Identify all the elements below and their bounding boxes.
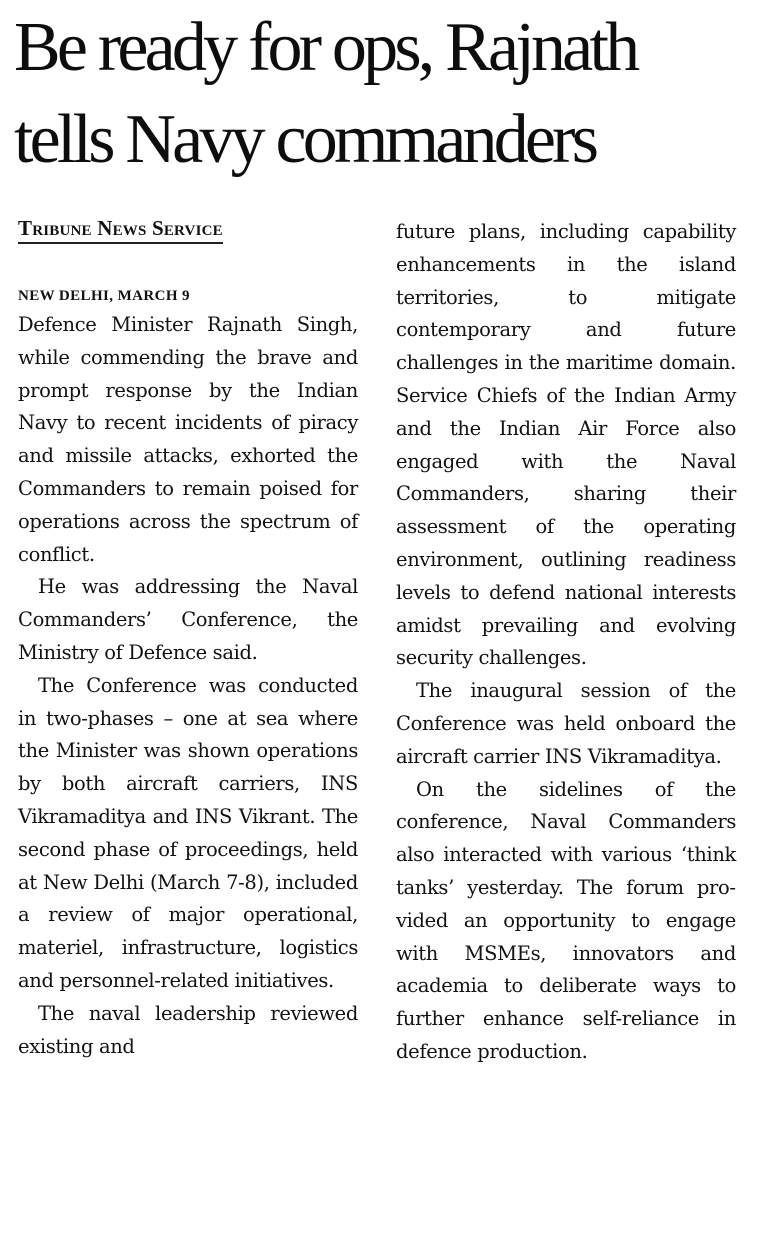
- dateline: NEW DELHI, MARCH 9: [18, 288, 190, 304]
- article-column-right: [396, 216, 736, 1069]
- byline: Tribune News Service: [18, 216, 223, 244]
- paragraph-4: The naval leadership reviewed existing and: [18, 1001, 358, 1058]
- paragraph-1: Defence Minister Rajnath Singh, while commending the brave and prompt response by the Indian Navy to recent incidents of piracy and missile attacks, exhorted the Commanders to remain poised for operations across the spectrum of conflict.: [18, 313, 358, 566]
- paragraph-2: He was addressing the Naval Commanders’ Conference, the Ministry of Defence said.: [18, 575, 358, 664]
- headline: [14, 2, 744, 186]
- paragraph-4-continued: future plans, including capability enhancements in the island territories, to mitigate contemporary and future challenges in the maritime domain. Service Chiefs of the Indian Army and the Indian Air Force also engaged with the Naval Commanders, sharing their assessment of the operating environment, outlining readiness levels to defend national interests amidst prevailing and evolving security challenges.: [396, 220, 736, 670]
- paragraph-3: The Conference was conducted in two-phases – one at sea where the Minister was shown operations by both aircraft carriers, INS Vikramaditya and INS Vikrant. The second phase of proceedings, held at New Delhi (March 7-8), included a review of major operational, materiel, infrastructure, logistics and personnel-related initiatives.: [18, 673, 358, 992]
- headline-line-1: Be ready for ops, Rajnath: [14, 9, 637, 86]
- paragraph-5: The inaugural session of the Conference was held onboard the aircraft carrier INS Vikramaditya.: [396, 679, 736, 768]
- article-column-left: [18, 216, 358, 1063]
- headline-line-2: tells Navy commanders: [14, 101, 596, 178]
- paragraph-6: On the sidelines of the conference, Naval Commanders also interacted with various ‘think tanks’ yesterday. The forum provided an opportunity to engage with MSMEs, innovators and academia to deliberate ways to further enhance self-reliance in defence production.: [396, 777, 736, 1063]
